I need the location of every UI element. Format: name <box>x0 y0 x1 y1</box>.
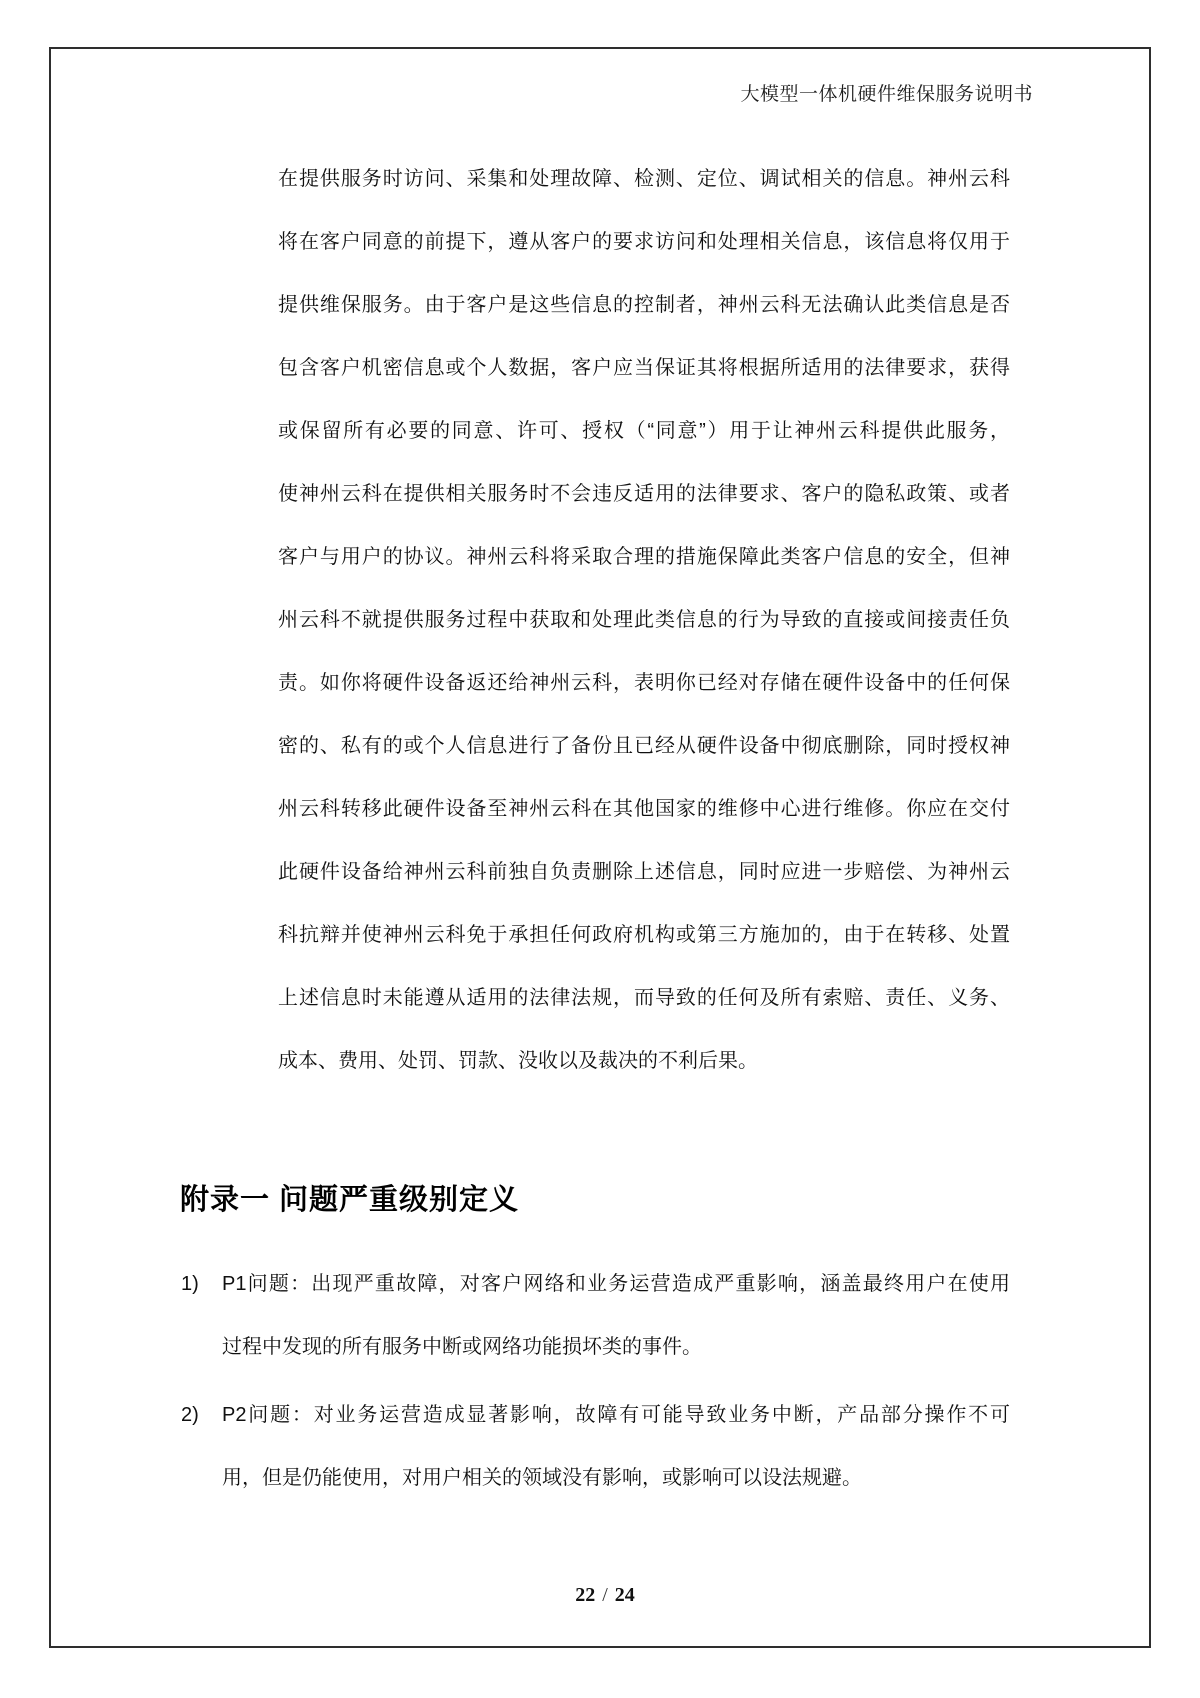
text-line: 客户与用户的协议。神州云科将采取合理的措施保障此类客户信息的安全，但神 <box>278 546 1010 568</box>
text-line: 成本、费用、处罚、罚款、没收以及裁决的不利后果。 <box>278 1050 758 1072</box>
text-line: 或保留所有必要的同意、许可、授权（“同意”）用于让神州云科提供此服务， <box>278 420 1010 442</box>
text-line: 科抗辩并使神州云科免于承担任何政府机构或第三方施加的，由于在转移、处置 <box>278 924 1010 946</box>
total-page-number: 24 <box>614 1584 635 1606</box>
appendix-heading: 附录一 问题严重级别定义 <box>180 1184 520 1216</box>
text-line: 州云科不就提供服务过程中获取和处理此类信息的行为导致的直接或间接责任负 <box>278 609 1010 631</box>
text-line: 此硬件设备给神州云科前独自负责删除上述信息，同时应进一步赔偿、为神州云 <box>278 861 1010 883</box>
text-line: 将在客户同意的前提下，遵从客户的要求访问和处理相关信息，该信息将仅用于 <box>278 231 1010 253</box>
body-paragraph <box>278 148 1010 1093</box>
text-line: 包含客户机密信息或个人数据，客户应当保证其将根据所适用的法律要求，获得 <box>278 357 1010 379</box>
list-item-marker: 2) <box>181 1404 199 1426</box>
list-item-marker: 1) <box>181 1273 199 1295</box>
current-page-number: 22 <box>575 1584 596 1606</box>
text-line: 责。如你将硬件设备返还给神州云科，表明你已经对存储在硬件设备中的任何保 <box>278 672 1010 694</box>
text-line: 用，但是仍能使用，对用户相关的领域没有影响，或影响可以设法规避。 <box>222 1467 862 1489</box>
text-line: 使神州云科在提供相关服务时不会违反适用的法律要求、客户的隐私政策、或者 <box>278 483 1010 505</box>
page-number <box>0 1583 1200 1607</box>
text-line: 过程中发现的所有服务中断或网络功能损坏类的事件。 <box>222 1336 702 1358</box>
text-line: P1问题：出现严重故障，对客户网络和业务运营造成严重影响，涵盖最终用户在使用 <box>222 1273 1010 1295</box>
page-number-separator: / <box>602 1584 608 1606</box>
list-item-p2 <box>222 1384 1010 1510</box>
document-header-title: 大模型一体机硬件维保服务说明书 <box>740 84 1033 105</box>
text-line: 在提供服务时访问、采集和处理故障、检测、定位、调试相关的信息。神州云科 <box>278 168 1010 190</box>
text-line: 密的、私有的或个人信息进行了备份且已经从硬件设备中彻底删除，同时授权神 <box>278 735 1010 757</box>
text-line: 州云科转移此硬件设备至神州云科在其他国家的维修中心进行维修。你应在交付 <box>278 798 1010 820</box>
text-line: 上述信息时未能遵从适用的法律法规，而导致的任何及所有索赔、责任、义务、 <box>278 987 1010 1009</box>
list-item-p1 <box>222 1253 1010 1379</box>
text-line: 提供维保服务。由于客户是这些信息的控制者，神州云科无法确认此类信息是否 <box>278 294 1010 316</box>
text-line: P2问题：对业务运营造成显著影响，故障有可能导致业务中断，产品部分操作不可 <box>222 1404 1010 1426</box>
